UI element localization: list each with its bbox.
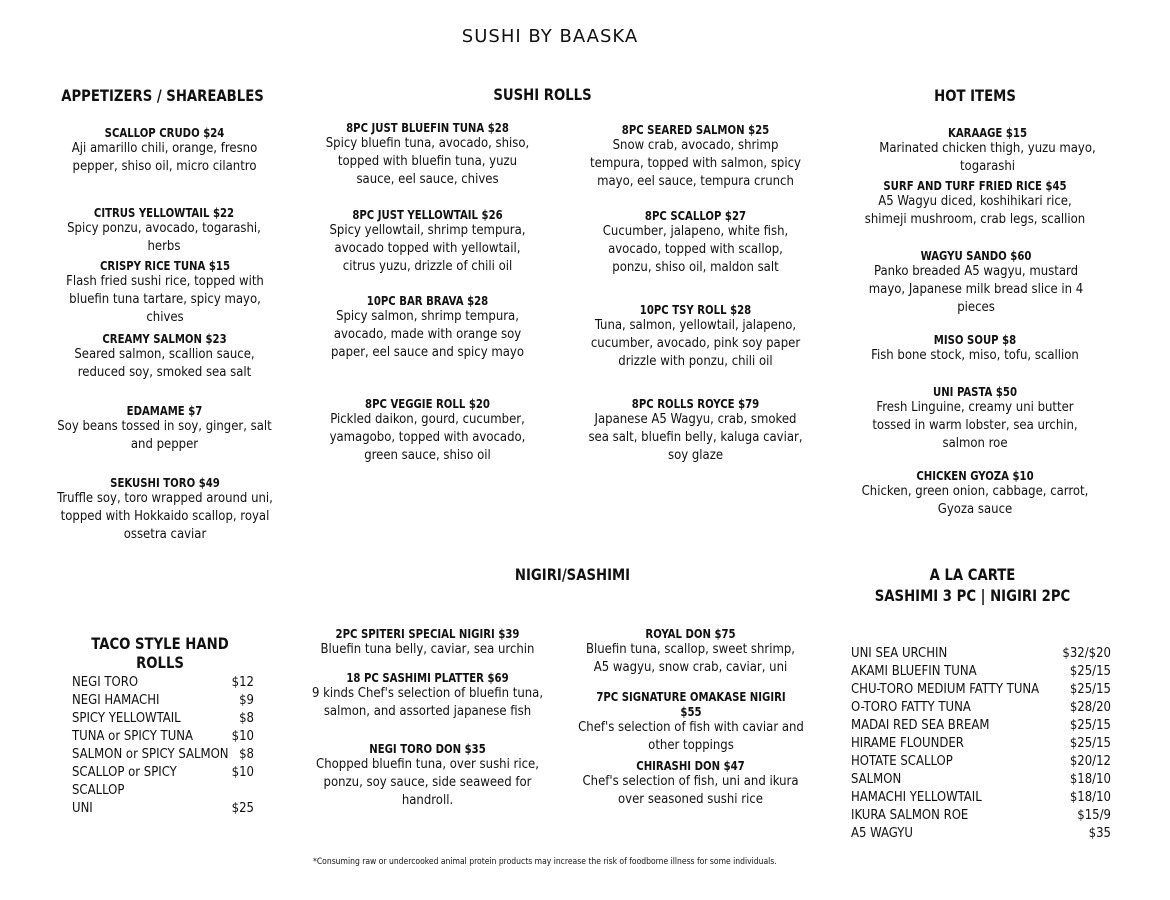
item-name: KARAAGE $15: [947, 125, 1028, 140]
item-description: Spicy yellowtail, shrimp tempura, avocado topped with yellowtail, citrus yuzu, drizzle of chili oil: [329, 223, 526, 274]
item-price: $8: [239, 711, 254, 726]
appetizers-heading: APPETIZERS / SHAREABLES: [61, 86, 264, 105]
list-item: [72, 800, 254, 818]
item-description: Seared salmon, scallion sauce, reduced soy, smoked sea salt: [74, 347, 255, 380]
item-description: Flash fried sushi rice, topped with bluefin tuna tartare, spicy mayo, chives: [66, 274, 264, 325]
item-description: Spicy salmon, shrimp tempura, avocado, made with orange soy paper, eel sauce and spicy mayo: [330, 309, 524, 360]
item-description: Tuna, salmon, yellowtail, jalapeno, cucumber, avocado, pink soy paper drizzle with ponzu, chili oil: [590, 318, 801, 369]
item-name: NEGI HAMACHI: [72, 693, 160, 708]
roll-item: [588, 208, 803, 277]
nigiri-sashimi-heading: NIGIRI/SASHIMI: [514, 565, 631, 584]
item-name: SALMON or SPICY SALMON: [72, 747, 229, 762]
item-price: $18/10: [1069, 790, 1111, 805]
item-description: Aji amarillo chili, orange, fresno pepper, shiso oil, micro cilantro: [71, 141, 258, 174]
a-la-carte-list: [851, 645, 1111, 843]
list-item: [851, 681, 1111, 699]
nigiri-item: [305, 670, 550, 721]
item-price: $18/10: [1069, 772, 1111, 787]
a-la-carte-subheading: SASHIMI 3 PC | NIGIRI 2PC: [874, 586, 1071, 605]
hot-item: [860, 178, 1090, 229]
item-name: NEGI TORO: [72, 675, 139, 690]
item-price: $8: [239, 747, 254, 762]
item-description: Soy beans tossed in soy, ginger, salt and pepper: [57, 419, 272, 452]
list-item: [72, 764, 254, 800]
list-item: [851, 789, 1111, 807]
item-description: Chicken, green onion, cabbage, carrot, Gyoza sauce: [861, 484, 1089, 517]
item-price: $9: [239, 693, 254, 708]
item-description: Chef's selection of fish with caviar and other toppings: [578, 720, 804, 753]
list-item: [72, 746, 254, 764]
item-name: CHIRASHI DON $47: [636, 758, 745, 773]
item-name: 7PC SIGNATURE OMAKASE NIGIRI $55: [596, 689, 786, 719]
item-name: O-TORO FATTY TUNA: [851, 700, 971, 715]
hand-rolls-heading: TACO STYLE HAND ROLLS: [91, 634, 229, 672]
item-description: Spicy bluefin tuna, avocado, shiso, topped with bluefin tuna, yuzu sauce, eel sauce, chives: [325, 136, 530, 187]
item-name: SCALLOP CRUDO $24: [104, 125, 225, 140]
item-name: 8PC JUST YELLOWTAIL $26: [352, 207, 503, 222]
item-description: Bluefin tuna belly, caviar, sea urchin: [320, 642, 535, 657]
item-name: EDAMAME $7: [126, 403, 203, 418]
list-item: [851, 753, 1111, 771]
roll-item: [588, 302, 803, 371]
item-name: CRISPY RICE TUNA $15: [99, 258, 231, 273]
appetizer-item: [55, 475, 275, 544]
item-name: UNI PASTA $50: [932, 384, 1017, 399]
nigiri-item: [578, 626, 803, 677]
item-name: CREAMY SALMON $23: [102, 331, 227, 346]
a-la-carte-heading: A LA CARTE: [929, 565, 1016, 584]
item-name: UNI SEA URCHIN: [851, 646, 948, 661]
appetizer-item: [52, 125, 277, 176]
roll-item: [325, 120, 530, 189]
item-price: $25/15: [1069, 664, 1111, 679]
item-name: CHU-TORO MEDIUM FATTY TUNA: [851, 682, 1040, 697]
list-item: [851, 735, 1111, 753]
list-item: [851, 699, 1111, 717]
item-name: 8PC VEGGIE ROLL $20: [365, 396, 490, 411]
list-item: [72, 692, 254, 710]
nigiri-item: [575, 689, 807, 755]
appetizer-item: [50, 205, 278, 256]
nigiri-item: [578, 758, 803, 809]
appetizer-item: [50, 258, 280, 327]
hot-item: [860, 384, 1090, 453]
hot-item: [862, 248, 1090, 317]
item-name: SPICY YELLOWTAIL: [72, 711, 181, 726]
item-name: IKURA SALMON ROE: [851, 808, 969, 823]
item-name: 2PC SPITERI SPECIAL NIGIRI $39: [335, 626, 520, 641]
menu-title: SUSHI BY BAASKA: [461, 26, 639, 47]
item-price: $10: [231, 765, 254, 780]
item-description: Snow crab, avocado, shrimp tempura, topped with salmon, spicy mayo, eel sauce, tempura crunch: [590, 138, 801, 189]
hot-item: [860, 332, 1090, 365]
item-name: SURF AND TURF FRIED RICE $45: [883, 178, 1067, 193]
list-item: [851, 717, 1111, 735]
list-item: [72, 728, 254, 746]
item-description: Pickled daikon, gourd, cucumber, yamagobo, topped with avocado, green sauce, shiso oil: [329, 412, 526, 463]
health-disclaimer: *Consuming raw or undercooked animal protein products may increase the risk of foodborne illness for some individuals.: [313, 857, 777, 867]
item-price: $35: [1088, 826, 1111, 841]
item-name: A5 WAGYU: [851, 826, 913, 841]
hot-item: [860, 468, 1090, 519]
item-name: ROYAL DON $75: [645, 626, 736, 641]
item-name: NEGI TORO DON $35: [369, 741, 486, 756]
list-item: [851, 825, 1111, 843]
item-price: $25/15: [1069, 718, 1111, 733]
list-item: [72, 710, 254, 728]
item-description: Panko breaded A5 wagyu, mustard mayo, Japanese milk bread slice in 4 pieces: [868, 264, 1084, 315]
item-price: $20/12: [1069, 754, 1111, 769]
roll-item: [325, 293, 530, 362]
item-description: Bluefin tuna, scallop, sweet shrimp, A5 wagyu, snow crab, caviar, uni: [585, 642, 796, 675]
item-name: MISO SOUP $8: [933, 332, 1017, 347]
item-description: Cucumber, jalapeno, white fish, avocado, topped with scallop, ponzu, shiso oil, maldon salt: [602, 224, 789, 275]
sushi-rolls-heading: SUSHI ROLLS: [493, 85, 592, 104]
item-name: HOTATE SCALLOP: [851, 754, 953, 769]
item-price: $25/15: [1069, 682, 1111, 697]
roll-item: [325, 396, 530, 465]
item-description: 9 kinds Chef's selection of bluefin tuna, salmon, and assorted japanese fish: [311, 686, 544, 719]
item-name: 10PC TSY ROLL $28: [639, 302, 752, 317]
item-name: CITRUS YELLOWTAIL $22: [93, 205, 235, 220]
item-description: Marinated chicken thigh, yuzu mayo, togarashi: [879, 141, 1096, 174]
item-price: $32/$20: [1062, 646, 1111, 661]
hot-item: [855, 125, 1120, 176]
item-name: SCALLOP or SPICY SCALLOP: [72, 765, 177, 798]
item-description: A5 Wagyu diced, koshihikari rice, shimeji mushroom, crab legs, scallion: [864, 194, 1086, 227]
item-price: $25/15: [1069, 736, 1111, 751]
item-name: SEKUSHI TORO $49: [110, 475, 220, 490]
item-name: HIRAME FLOUNDER: [851, 736, 964, 751]
item-description: Truffle soy, toro wrapped around uni, topped with Hokkaido scallop, royal ossetra caviar: [57, 491, 273, 542]
item-description: Spicy ponzu, avocado, togarashi, herbs: [67, 221, 261, 254]
item-description: Fish bone stock, miso, tofu, scallion: [871, 348, 1079, 363]
list-item: [851, 663, 1111, 681]
item-name: TUNA or SPICY TUNA: [72, 729, 194, 744]
item-price: $15/9: [1077, 808, 1111, 823]
item-name: 8PC SEARED SALMON $25: [621, 122, 770, 137]
list-item: [851, 771, 1111, 789]
item-name: 18 PC SASHIMI PLATTER $69: [346, 670, 509, 685]
hand-rolls-list: [72, 674, 254, 818]
roll-item: [588, 396, 803, 465]
appetizer-item: [52, 331, 277, 382]
nigiri-item: [300, 741, 555, 810]
roll-item: [325, 207, 530, 276]
item-name: SALMON: [851, 772, 902, 787]
item-price: $12: [231, 675, 254, 690]
item-price: $10: [231, 729, 254, 744]
item-name: 8PC SCALLOP $27: [644, 208, 747, 223]
list-item: [72, 674, 254, 692]
item-name: CHICKEN GYOZA $10: [916, 468, 1034, 483]
item-description: Chef's selection of fish, uni and ikura over seasoned sushi rice: [582, 774, 799, 807]
nigiri-item: [305, 626, 550, 659]
item-price: $25: [231, 801, 254, 816]
item-name: 8PC ROLLS ROYCE $79: [631, 396, 760, 411]
item-description: Chopped bluefin tuna, over sushi rice, ponzu, soy sauce, side seaweed for handroll.: [316, 757, 539, 808]
item-description: Fresh Linguine, creamy uni butter tossed in warm lobster, sea urchin, salmon roe: [872, 400, 1078, 451]
item-description: Japanese A5 Wagyu, crab, smoked sea salt, bluefin belly, kaluga caviar, soy glaze: [588, 412, 803, 463]
list-item: [851, 645, 1111, 663]
item-name: MADAI RED SEA BREAM: [851, 718, 990, 733]
item-name: HAMACHI YELLOWTAIL: [851, 790, 982, 805]
item-name: AKAMI BLUEFIN TUNA: [851, 664, 977, 679]
hot-items-heading: HOT ITEMS: [934, 86, 1016, 105]
list-item: [851, 807, 1111, 825]
item-name: 10PC BAR BRAVA $28: [366, 293, 489, 308]
item-name: WAGYU SANDO $60: [920, 248, 1032, 263]
roll-item: [588, 122, 803, 191]
item-name: 8PC JUST BLUEFIN TUNA $28: [346, 120, 509, 135]
item-name: UNI: [72, 801, 93, 816]
item-price: $28/20: [1069, 700, 1111, 715]
appetizer-item: [52, 403, 277, 454]
